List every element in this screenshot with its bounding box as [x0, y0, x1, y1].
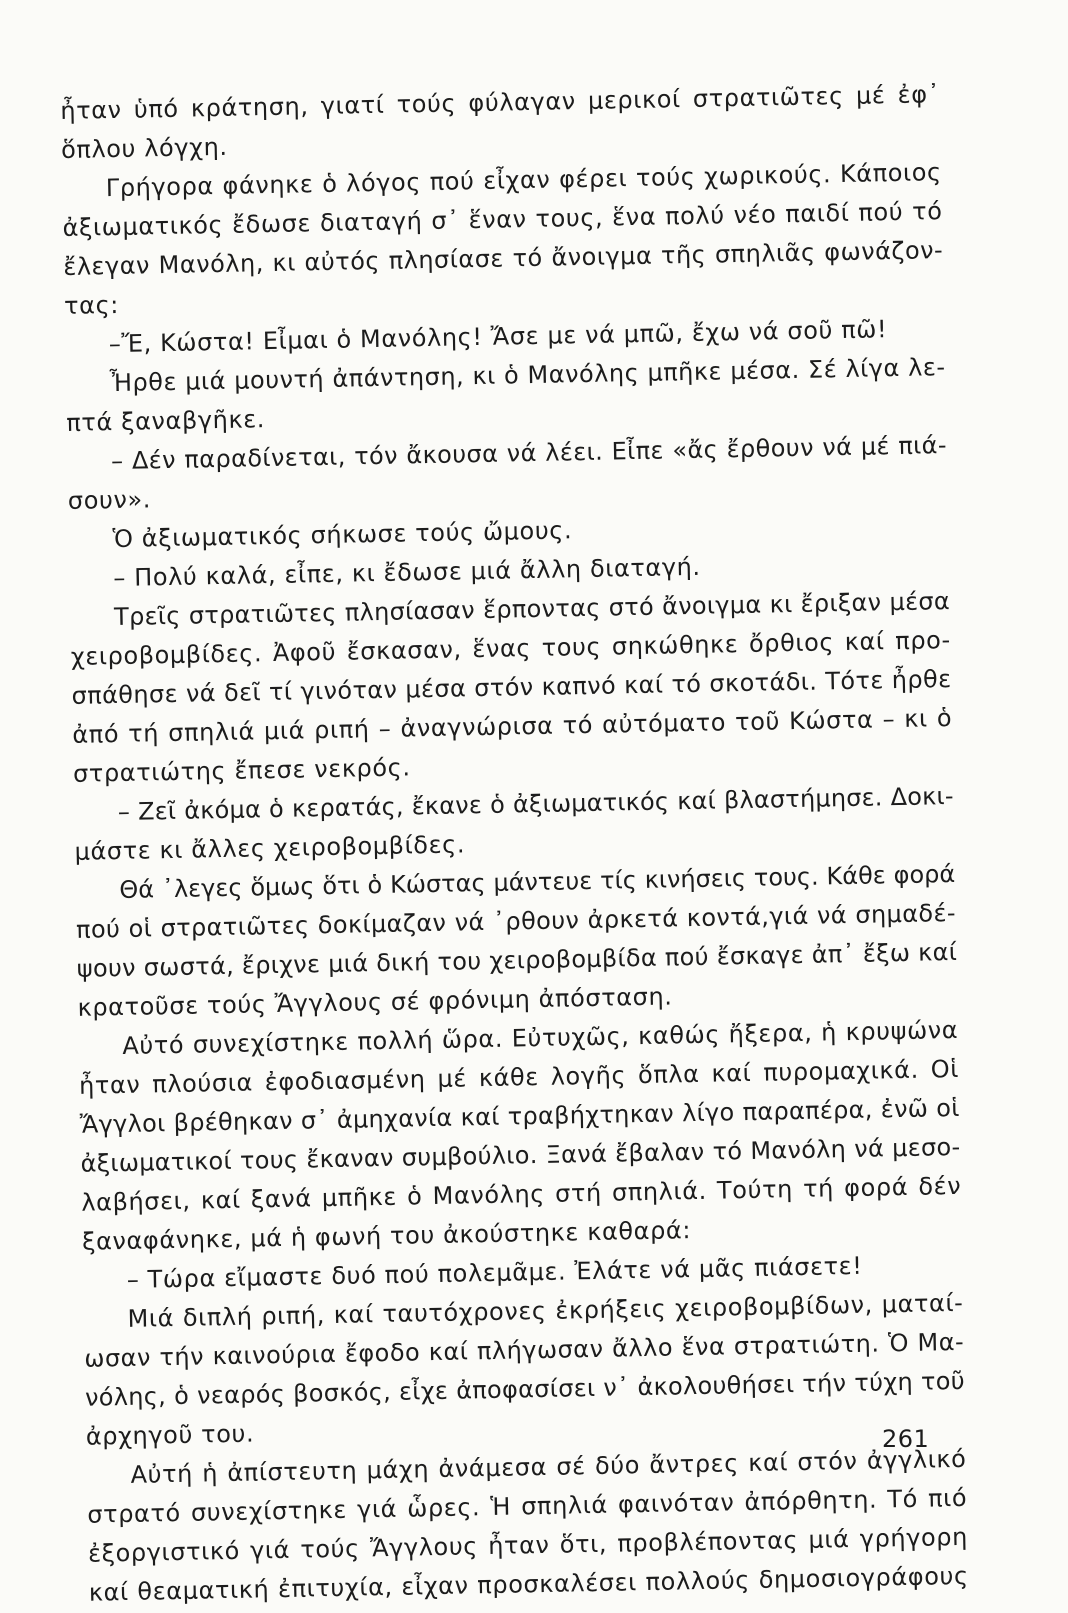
text-line: ἦταν ὑπό κράτηση, γιατί τούς φύλαγαν μερικοί στρατιῶτες μέ ἐφ᾽ — [60, 80, 941, 125]
text-line: ἀξιωματικός ἔδωσε διαταγή σ᾽ ἕναν τους, ἕνα πολύ νέο παιδί πού τό — [62, 197, 943, 242]
text-line: ξαναφάνηκε, μά ἡ φωνή του ἀκούστηκε καθαρά: — [81, 1216, 692, 1256]
text-line: χειροβομβίδες. Ἀφοῦ ἔσκασαν, ἕνας τους σηκώθηκε ὄρθιος καί προ- — [70, 626, 951, 671]
text-line: Τρεῖς στρατιῶτες πλησίασαν ἕρποντας στό ἄνοιγμα κι ἔριξαν μέσα — [113, 587, 951, 632]
text-line: – Ζεῖ ἀκόμα ὁ κερατάς, ἔκανε ὁ ἀξιωματικός καί βλαστήμησε. Δοκι- — [117, 781, 954, 827]
text-line: σπάθησε νά δεῖ τί γινόταν μέσα στόν καπνό καί τό σκοτάδι. Τότε ἦρθε — [71, 664, 952, 710]
text-line: στρατιώτης ἔπεσε νεκρός. — [72, 753, 411, 788]
text-line: μάστε κι ἄλλες χειροβομβίδες. — [74, 830, 466, 866]
text-line: λαβήσει, καί ξανά μπῆκε ὁ Μανόλης στή σπηλιά. Τούτη τή φορά δέν — [81, 1171, 962, 1217]
text-line: ἔλεγαν Μανόλη, κι αὐτός πλησίασε τό ἄνοιγμα τῆς σπηλιᾶς φωνάζον- — [63, 236, 944, 281]
text-line: Αὐτή ἡ ἀπίστευτη μάχη ἀνάμεσα σέ δύο ἄντρες καί στόν ἀγγλικό — [130, 1444, 967, 1489]
text-line: – Δέν παραδίνεται, τόν ἄκουσα νά λέει. Εἶπε «ἄς ἔρθουν νά μέ πιά- — [110, 431, 948, 476]
text-line: Ἦρθε μιά μουντή ἀπάντηση, κι ὁ Μανόλης μπῆκε μέσα. Σέ λίγα λε- — [109, 353, 946, 398]
text-line: στρατό συνεχίστηκε γιά ὧρες. Ἡ σπηλιά φαινόταν ἀπόρθητη. Τό πιό — [87, 1483, 968, 1529]
text-line: Γρήγορα φάνηκε ὁ λόγος πού εἶχαν φέρει τούς χωρικούς. Κάποιος — [105, 158, 942, 203]
text-line: ψουν σωστά, ἔριχνε μιά δική του χειροβομβίδα πού ἔσκαγε ἀπ᾽ ἔξω καί — [76, 937, 958, 983]
text-line: ἀρχηγοῦ του. — [85, 1419, 255, 1451]
body-text — [60, 75, 969, 1613]
text-line: – Πολύ καλά, εἶπε, κι ἔδωσε μιά ἄλλη διαταγή. — [113, 552, 701, 593]
text-line: ἦταν πλούσια ἐφοδιασμένη μέ κάθε λογῆς ὅπλα καί πυρομαχικά. Οἱ — [78, 1054, 960, 1100]
text-line: Θά ᾽λεγες ὅμως ὅτι ὁ Κώστας μάντευε τίς κινήσεις τους. Κάθε φορά — [119, 859, 956, 905]
text-line: πού οἱ στρατιῶτες δοκίμαζαν νά ᾽ρθουν ἀρκετά κοντά,γιά νά σημαδέ- — [75, 898, 957, 944]
text-line: πτά ξαναβγῆκε. — [66, 405, 266, 437]
text-line: κρατοῦσε τούς Ἄγγλους σέ φρόνιμη ἀπόσταση. — [77, 982, 673, 1022]
text-line: ἀξιωματικοί τους ἔκαναν συμβούλιο. Ξανά ἔβαλαν τό Μανόλη νά μεσο- — [80, 1132, 961, 1178]
text-line: ὅπλου λόγχη. — [60, 132, 228, 164]
text-line: καί θεαματική ἐπιτυχία, εἶχαν προσκαλέσει πολλούς δημοσιογράφους — [88, 1561, 969, 1607]
text-line: ἀπό τή σπηλιά μιά ριπή – ἀναγνώρισα τό αὐτόματο τοῦ Κώστα – κι ὁ — [72, 703, 953, 749]
text-line: –Ἔ, Κώστα! Εἶμαι ὁ Μανόλης! Ἄσε με νά μπῶ, ἔχω νά σοῦ πῶ! — [108, 315, 888, 359]
text-line: – Τώρα εἴμαστε δυό πού πολεμᾶμε. Ἐλάτε νά μᾶς πιάσετε! — [126, 1251, 863, 1294]
text-line: ἐξοργιστικό γιά τούς Ἄγγλους ἦταν ὅτι, προβλέποντας μιά γρήγορη — [87, 1522, 969, 1568]
text-line: Αὐτό συνεχίστηκε πολλή ὥρα. Εὐτυχῶς, καθώς ἤξερα, ἡ κρυψώνα — [122, 1015, 959, 1060]
page-number: 261 — [882, 1425, 930, 1453]
text-line: νόλης, ὁ νεαρός βοσκός, εἶχε ἀποφασίσει ν᾽ ἀκολουθήσει τήν τύχη τοῦ — [84, 1366, 966, 1412]
text-line: τας: — [63, 290, 120, 320]
text-line: ωσαν τήν καινούρια ἔφοδο καί πλήγωσαν ἄλλο ἕνα στρατιώτη. Ὁ Μα- — [84, 1327, 965, 1373]
text-line: Μιά διπλή ριπή, καί ταυτόχρονες ἐκρήξεις χειροβομβίδων, ματαί- — [127, 1288, 964, 1333]
text-line: Ἄγγλοι βρέθηκαν σ᾽ ἀμηχανία καί τραβήχτηκαν λίγο παραπέρα, ἐνῶ οἱ — [79, 1093, 960, 1139]
text-line: σουν». — [67, 485, 152, 515]
text-line: Ὁ ἀξιωματικός σήκωσε τούς ὤμους. — [112, 516, 573, 554]
